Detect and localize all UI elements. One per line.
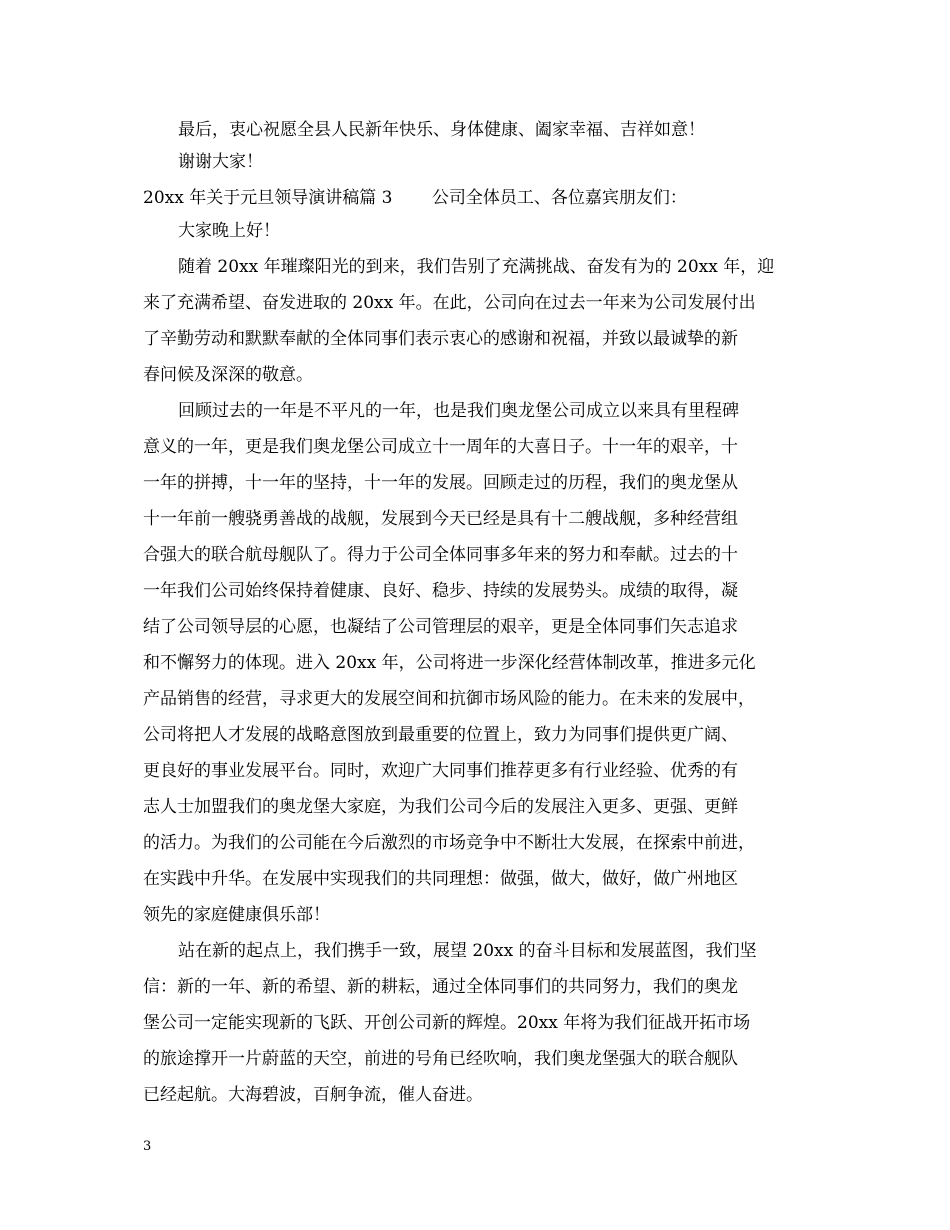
text-line: 和不懈努力的体现。进入 20xx 年，公司将进一步深化经营体制改革，推进多元化 [143,653,756,673]
text-line: 堡公司一定能实现新的飞跃、开创公司新的辉煌。20xx 年将为我们征战开拓市场 [143,1013,751,1033]
text-line: 最后，衷心祝愿全县人民新年快乐、身体健康、阖家幸福、吉祥如意！ [178,120,705,140]
text-line: 志人士加盟我们的奥龙堡大家庭，为我们公司今后的发展注入更多、更强、更鲜 [143,797,738,817]
text-line: 领先的家庭健康俱乐部！ [143,905,330,925]
text-line: 站在新的起点上，我们携手一致，展望 20xx 的奋斗目标和发展蓝图，我们坚 [178,941,757,961]
text-line: 谢谢大家！ [178,152,263,172]
text-line: 来了充满希望、奋发进取的 20xx 年。在此，公司向在过去一年来为公司发展付出 [143,293,756,313]
text-line: 意义的一年，更是我们奥龙堡公司成立十一周年的大喜日子。十一年的艰辛，十 [143,437,738,457]
text-line: 十一年前一艘骁勇善战的战舰，发展到今天已经是具有十二艘战舰，多种经营组 [143,509,738,529]
text-line: 大家晚上好！ [178,221,280,241]
text-line: 结了公司领导层的心愿，也凝结了公司管理层的艰辛，更是全体同事们矢志追求 [143,617,738,637]
text-line: 随着 20xx 年璀璨阳光的到来，我们告别了充满挑战、奋发有为的 20xx 年，迎 [178,257,775,277]
text-line: 在实践中升华。在发展中实现我们的共同理想：做强，做大，做好，做广州地区 [143,869,738,889]
text-line: 合强大的联合航母舰队了。得力于公司全体同事多年来的努力和奉献。过去的十 [143,545,738,565]
text-line: 的活力。为我们的公司能在今后激烈的市场竞争中不断壮大发展，在探索中前进， [143,833,755,853]
text-line: 一年的拼搏，十一年的坚持，十一年的发展。回顾走过的历程，我们的奥龙堡从 [143,473,738,493]
text-line: 更良好的事业发展平台。同时，欢迎广大同事们推荐更多有行业经验、优秀的有 [143,761,738,781]
text-line: 已经起航。大海碧波，百舸争流，催人奋进。 [143,1085,483,1105]
text-line: 的旅途撑开一片蔚蓝的天空，前进的号角已经吹响，我们奥龙堡强大的联合舰队 [143,1049,738,1069]
text-line: 了辛勤劳动和默默奉献的全体同事们表示衷心的感谢和祝福，并致以最诚挚的新 [143,329,738,349]
text-line: 公司将把人才发展的战略意图放到最重要的位置上，致力为同事们提供更广阔、 [143,725,738,745]
page-number: 3 [143,1139,152,1154]
text-line: 产品销售的经营，寻求更大的发展空间和抗御市场风险的能力。在未来的发展中， [143,689,755,709]
text-line: 一年我们公司始终保持着健康、良好、稳步、持续的发展势头。成绩的取得，凝 [143,581,738,601]
section-heading-line: 20xx 年关于元旦领导演讲稿篇 3 公司全体员工、各位嘉宾朋友们： [143,188,687,208]
text-line: 信：新的一年、新的希望、新的耕耘，通过全体同事们的共同努力，我们的奥龙 [143,977,738,997]
text-line: 回顾过去的一年是不平凡的一年，也是我们奥龙堡公司成立以来具有里程碑 [178,401,739,421]
text-line: 春问候及深深的敬意。 [143,365,313,385]
